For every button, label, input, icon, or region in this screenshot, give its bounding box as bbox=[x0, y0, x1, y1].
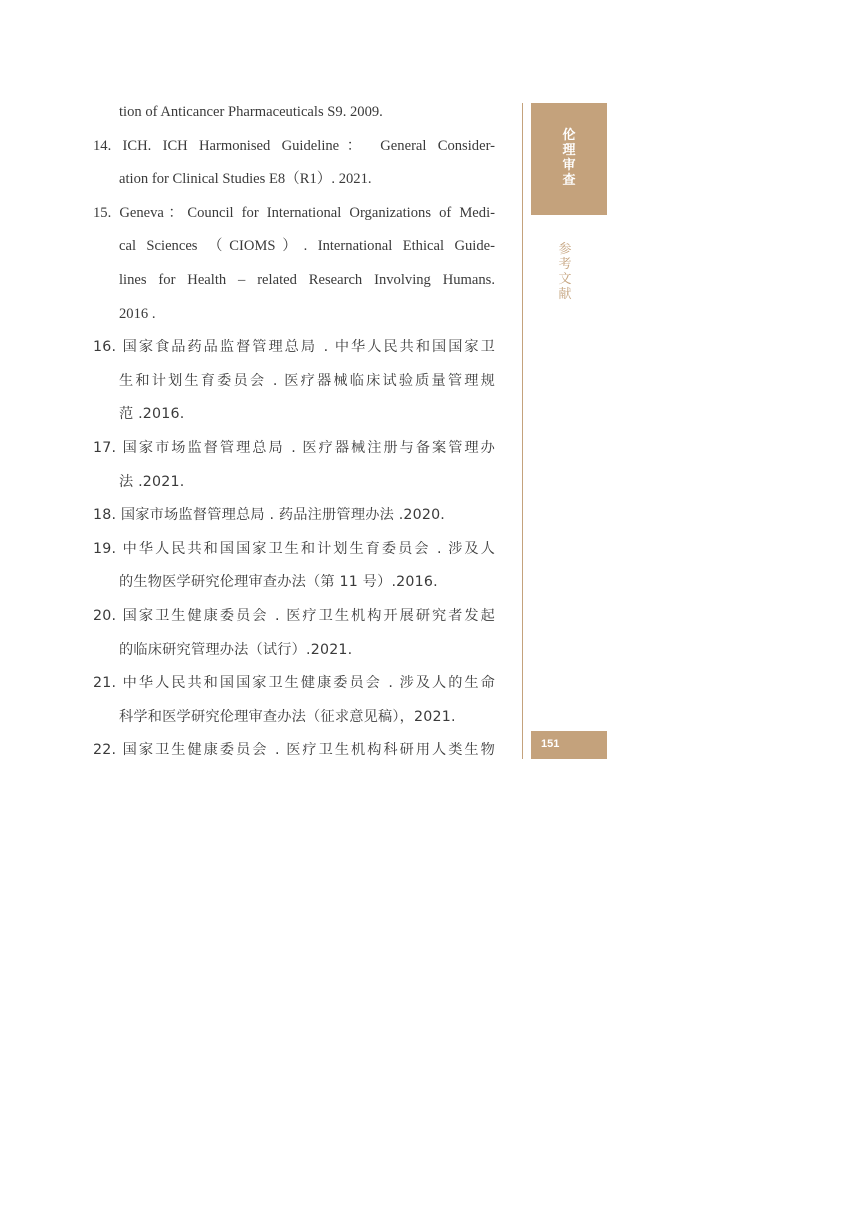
section-label-char: 参 bbox=[558, 242, 572, 257]
reference-line: 14. ICH. ICH Harmonised Guideline： General Consider- bbox=[93, 137, 495, 154]
reference-line: 19. 中华人民共和国国家卫生和计划生育委员会 . 涉及人 bbox=[93, 540, 495, 557]
reference-line: 21. 中华人民共和国国家卫生健康委员会 . 涉及人的生命 bbox=[93, 675, 495, 692]
reference-line: 15. Geneva：Council for International Organizations of Medi- bbox=[93, 204, 495, 221]
reference-line: 生和计划生育委员会 . 医疗器械临床试验质量管理规 bbox=[119, 372, 495, 389]
section-label bbox=[555, 242, 575, 302]
margin-rule bbox=[522, 103, 523, 759]
reference-line: 16. 国家食品药品监督管理总局 . 中华人民共和国国家卫 bbox=[93, 339, 495, 356]
reference-line: tion of Anticancer Pharmaceuticals S9. 2009. bbox=[119, 104, 383, 120]
reference-line: 18. 国家市场监督管理总局 . 药品注册管理办法 .2020. bbox=[93, 507, 446, 524]
reference-line: 范 .2016. bbox=[119, 406, 185, 423]
section-label-char: 考 bbox=[558, 257, 572, 272]
reference-line: 17. 国家市场监督管理总局 . 医疗器械注册与备案管理办 bbox=[93, 439, 495, 456]
reference-line: 法 .2021. bbox=[119, 473, 185, 490]
reference-list bbox=[93, 96, 495, 768]
reference-line: 2016 . bbox=[119, 305, 156, 322]
reference-line: 的生物医学研究伦理审查办法（第 11 号）.2016. bbox=[119, 574, 438, 591]
section-label-char: 文 bbox=[558, 272, 572, 287]
reference-line: 的临床研究管理办法（试行）.2021. bbox=[119, 641, 353, 658]
section-label-char: 献 bbox=[558, 287, 572, 302]
chapter-tab-title-char: 伦 bbox=[562, 128, 576, 143]
reference-line: lines for Health – related Research Involving Humans. bbox=[119, 271, 495, 288]
reference-line: 20. 国家卫生健康委员会 . 医疗卫生机构开展研究者发起 bbox=[93, 607, 495, 624]
reference-line: cal Sciences （CIOMS）. International Ethical Guide- bbox=[119, 238, 495, 255]
page-number: 151 bbox=[541, 738, 560, 750]
chapter-tab-title-char: 审 bbox=[562, 158, 576, 173]
chapter-tab-title-char: 查 bbox=[562, 173, 576, 188]
chapter-tab-title bbox=[559, 128, 579, 188]
reference-line: 科学和医学研究伦理审查办法（征求意见稿），2021. bbox=[119, 708, 456, 725]
chapter-tab-title-char: 理 bbox=[562, 143, 576, 158]
reference-line: ation for Clinical Studies E8（R1）. 2021. bbox=[119, 171, 372, 188]
reference-line: 22. 国家卫生健康委员会 . 医疗卫生机构科研用人类生物 bbox=[93, 742, 495, 759]
